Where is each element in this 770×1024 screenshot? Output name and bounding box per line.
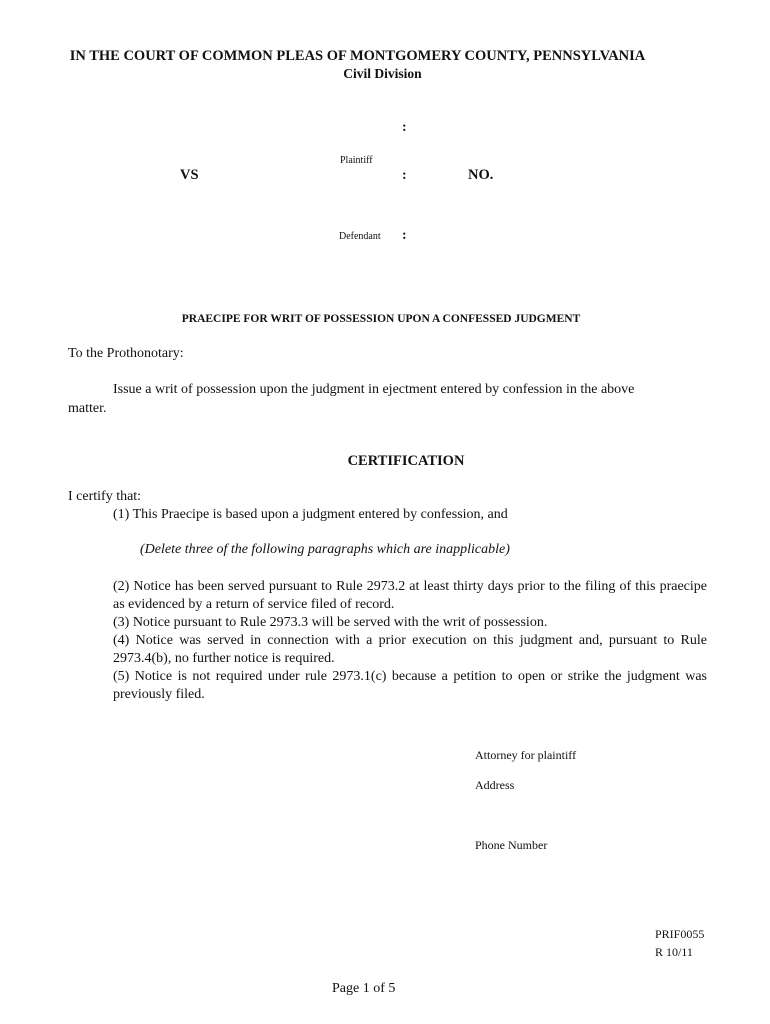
certify-item-1: (1) This Praecipe is based upon a judgment entered by confession, and <box>113 507 508 522</box>
form-code: PRIF0055 <box>655 927 705 941</box>
certify-instruction: (Delete three of the following paragraphs which are inapplicable) <box>140 542 510 557</box>
request-line-2: matter. <box>68 401 107 416</box>
document-title: PRAECIPE FOR WRIT OF POSSESSION UPON A CONFESSED JUDGMENT <box>181 313 581 325</box>
attorney-label: Attorney for plaintiff <box>475 748 577 762</box>
court-heading: IN THE COURT OF COMMON PLEAS OF MONTGOMERY COUNTY, PENNSYLVANIA <box>69 48 646 64</box>
page-number: Page 1 of 5 <box>332 981 396 996</box>
phone-label: Phone Number <box>475 838 548 852</box>
certify-item-4: (4) Notice was served in connection with a prior execution on this judgment and, pursuant to Rule 2973.4(b), no further notice is required. <box>113 633 707 666</box>
certification-heading: CERTIFICATION <box>347 453 465 469</box>
salutation: To the Prothonotary: <box>68 346 184 361</box>
caption-colon-3: : <box>402 228 407 243</box>
division-heading: Civil Division <box>343 66 422 81</box>
defendant-label: Defendant <box>339 231 381 242</box>
address-label: Address <box>475 778 515 792</box>
vs-label: VS <box>180 167 199 183</box>
certify-item-3: (3) Notice pursuant to Rule 2973.3 will be served with the writ of possession. <box>113 615 548 630</box>
caption-colon-2: : <box>402 168 407 183</box>
form-revision: R 10/11 <box>655 945 693 959</box>
caption-colon-1: : <box>402 120 407 135</box>
certify-item-5: (5) Notice is not required under rule 2973.1(c) because a petition to open or strike the judgment was previously filed. <box>113 669 707 702</box>
case-number-label: NO. <box>468 167 494 183</box>
plaintiff-label: Plaintiff <box>340 155 373 166</box>
request-line-1: Issue a writ of possession upon the judgment in ejectment entered by confession in the above <box>113 382 635 397</box>
certify-item-2: (2) Notice has been served pursuant to Rule 2973.2 at least thirty days prior to the filing of this praecipe as evidenced by a return of service filed of record. <box>113 579 707 612</box>
certify-intro: I certify that: <box>68 489 142 504</box>
